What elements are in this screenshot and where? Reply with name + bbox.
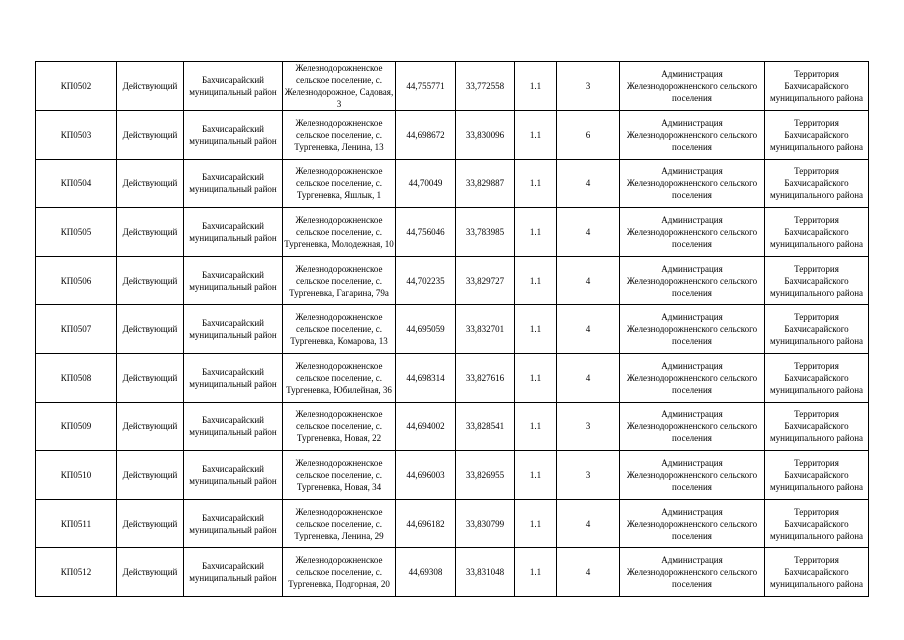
address-cell: Железнодорожненское сельское поселение, с. Тургеневка, Гагарина, 79а: [283, 256, 396, 305]
table-row: [36, 548, 869, 597]
district-cell: Бахчисарайский муниципальный район: [184, 402, 283, 451]
container-count-cell: 4: [557, 208, 620, 257]
table-row: [36, 62, 869, 111]
status-cell: Действующий: [117, 402, 184, 451]
type-cell: 1.1: [515, 402, 557, 451]
owner-cell: Администрация Железнодорожненского сельского поселения: [620, 499, 765, 548]
table-row: [36, 402, 869, 451]
territory-cell: Территория Бахчисарайского муниципального района: [765, 353, 869, 402]
status-cell: Действующий: [117, 353, 184, 402]
longitude-cell: 33,830096: [456, 111, 515, 160]
longitude-cell: 33,828541: [456, 402, 515, 451]
container-count-cell: 6: [557, 111, 620, 160]
type-cell: 1.1: [515, 62, 557, 111]
address-cell: Железнодорожненское сельское поселение, с. Тургеневка, Яшлык, 1: [283, 159, 396, 208]
owner-cell: Администрация Железнодорожненского сельского поселения: [620, 451, 765, 500]
territory-cell: Территория Бахчисарайского муниципального района: [765, 159, 869, 208]
owner-cell: Администрация Железнодорожненского сельского поселения: [620, 548, 765, 597]
district-cell: Бахчисарайский муниципальный район: [184, 159, 283, 208]
address-cell: Железнодорожненское сельское поселение, с. Тургеневка, Комарова, 13: [283, 305, 396, 354]
owner-cell: Администрация Железнодорожненского сельского поселения: [620, 353, 765, 402]
container-count-cell: 4: [557, 159, 620, 208]
address-cell: Железнодорожненское сельское поселение, с. Железнодорожное, Садовая, 3: [283, 62, 396, 111]
container-count-cell: 4: [557, 548, 620, 597]
type-cell: 1.1: [515, 499, 557, 548]
latitude-cell: 44,756046: [396, 208, 456, 257]
address-cell: Железнодорожненское сельское поселение, с. Тургеневка, Молодежная, 10: [283, 208, 396, 257]
district-cell: Бахчисарайский муниципальный район: [184, 256, 283, 305]
latitude-cell: 44,695059: [396, 305, 456, 354]
table-row: [36, 353, 869, 402]
status-cell: Действующий: [117, 548, 184, 597]
type-cell: 1.1: [515, 159, 557, 208]
territory-cell: Территория Бахчисарайского муниципального района: [765, 62, 869, 111]
point-code-cell: КП0504: [36, 159, 117, 208]
address-cell: Железнодорожненское сельское поселение, с. Тургеневка, Юбилейная, 36: [283, 353, 396, 402]
point-code-cell: КП0506: [36, 256, 117, 305]
territory-cell: Территория Бахчисарайского муниципального района: [765, 548, 869, 597]
territory-cell: Территория Бахчисарайского муниципального района: [765, 402, 869, 451]
point-code-cell: КП0502: [36, 62, 117, 111]
owner-cell: Администрация Железнодорожненского сельского поселения: [620, 256, 765, 305]
point-code-cell: КП0510: [36, 451, 117, 500]
district-cell: Бахчисарайский муниципальный район: [184, 548, 283, 597]
latitude-cell: 44,70049: [396, 159, 456, 208]
longitude-cell: 33,826955: [456, 451, 515, 500]
container-count-cell: 3: [557, 62, 620, 111]
latitude-cell: 44,696003: [396, 451, 456, 500]
point-code-cell: КП0507: [36, 305, 117, 354]
status-cell: Действующий: [117, 111, 184, 160]
owner-cell: Администрация Железнодорожненского сельского поселения: [620, 159, 765, 208]
table-body: [36, 62, 869, 597]
owner-cell: Администрация Железнодорожненского сельского поселения: [620, 305, 765, 354]
owner-cell: Администрация Железнодорожненского сельского поселения: [620, 111, 765, 160]
owner-cell: Администрация Железнодорожненского сельского поселения: [620, 62, 765, 111]
territory-cell: Территория Бахчисарайского муниципального района: [765, 305, 869, 354]
status-cell: Действующий: [117, 305, 184, 354]
point-code-cell: КП0503: [36, 111, 117, 160]
type-cell: 1.1: [515, 451, 557, 500]
latitude-cell: 44,702235: [396, 256, 456, 305]
latitude-cell: 44,698314: [396, 353, 456, 402]
longitude-cell: 33,830799: [456, 499, 515, 548]
territory-cell: Территория Бахчисарайского муниципального района: [765, 499, 869, 548]
point-code-cell: КП0512: [36, 548, 117, 597]
registry-table: [35, 61, 869, 597]
table-row: [36, 256, 869, 305]
district-cell: Бахчисарайский муниципальный район: [184, 499, 283, 548]
status-cell: Действующий: [117, 451, 184, 500]
table-row: [36, 159, 869, 208]
container-count-cell: 4: [557, 499, 620, 548]
district-cell: Бахчисарайский муниципальный район: [184, 111, 283, 160]
longitude-cell: 33,831048: [456, 548, 515, 597]
table-row: [36, 499, 869, 548]
owner-cell: Администрация Железнодорожненского сельского поселения: [620, 208, 765, 257]
latitude-cell: 44,69308: [396, 548, 456, 597]
latitude-cell: 44,694002: [396, 402, 456, 451]
longitude-cell: 33,772558: [456, 62, 515, 111]
table-row: [36, 111, 869, 160]
type-cell: 1.1: [515, 111, 557, 160]
district-cell: Бахчисарайский муниципальный район: [184, 451, 283, 500]
container-count-cell: 3: [557, 451, 620, 500]
address-cell: Железнодорожненское сельское поселение, с. Тургеневка, Ленина, 29: [283, 499, 396, 548]
territory-cell: Территория Бахчисарайского муниципального района: [765, 451, 869, 500]
container-count-cell: 4: [557, 256, 620, 305]
district-cell: Бахчисарайский муниципальный район: [184, 305, 283, 354]
type-cell: 1.1: [515, 208, 557, 257]
territory-cell: Территория Бахчисарайского муниципального района: [765, 111, 869, 160]
status-cell: Действующий: [117, 62, 184, 111]
territory-cell: Территория Бахчисарайского муниципального района: [765, 256, 869, 305]
status-cell: Действующий: [117, 499, 184, 548]
longitude-cell: 33,783985: [456, 208, 515, 257]
type-cell: 1.1: [515, 353, 557, 402]
address-cell: Железнодорожненское сельское поселение, с. Тургеневка, Ленина, 13: [283, 111, 396, 160]
status-cell: Действующий: [117, 256, 184, 305]
latitude-cell: 44,755771: [396, 62, 456, 111]
type-cell: 1.1: [515, 256, 557, 305]
longitude-cell: 33,829887: [456, 159, 515, 208]
longitude-cell: 33,832701: [456, 305, 515, 354]
table-row: [36, 208, 869, 257]
longitude-cell: 33,827616: [456, 353, 515, 402]
address-cell: Железнодорожненское сельское поселение, с. Тургеневка, Новая, 22: [283, 402, 396, 451]
type-cell: 1.1: [515, 548, 557, 597]
territory-cell: Территория Бахчисарайского муниципального района: [765, 208, 869, 257]
point-code-cell: КП0509: [36, 402, 117, 451]
container-count-cell: 4: [557, 305, 620, 354]
district-cell: Бахчисарайский муниципальный район: [184, 62, 283, 111]
district-cell: Бахчисарайский муниципальный район: [184, 353, 283, 402]
address-cell: Железнодорожненское сельское поселение, с. Тургеневка, Новая, 34: [283, 451, 396, 500]
latitude-cell: 44,698672: [396, 111, 456, 160]
container-count-cell: 4: [557, 353, 620, 402]
point-code-cell: КП0508: [36, 353, 117, 402]
table-row: [36, 305, 869, 354]
table-row: [36, 451, 869, 500]
point-code-cell: КП0505: [36, 208, 117, 257]
status-cell: Действующий: [117, 208, 184, 257]
district-cell: Бахчисарайский муниципальный район: [184, 208, 283, 257]
owner-cell: Администрация Железнодорожненского сельского поселения: [620, 402, 765, 451]
point-code-cell: КП0511: [36, 499, 117, 548]
longitude-cell: 33,829727: [456, 256, 515, 305]
address-cell: Железнодорожненское сельское поселение, с. Тургеневка, Подгорная, 20: [283, 548, 396, 597]
type-cell: 1.1: [515, 305, 557, 354]
latitude-cell: 44,696182: [396, 499, 456, 548]
status-cell: Действующий: [117, 159, 184, 208]
container-count-cell: 3: [557, 402, 620, 451]
